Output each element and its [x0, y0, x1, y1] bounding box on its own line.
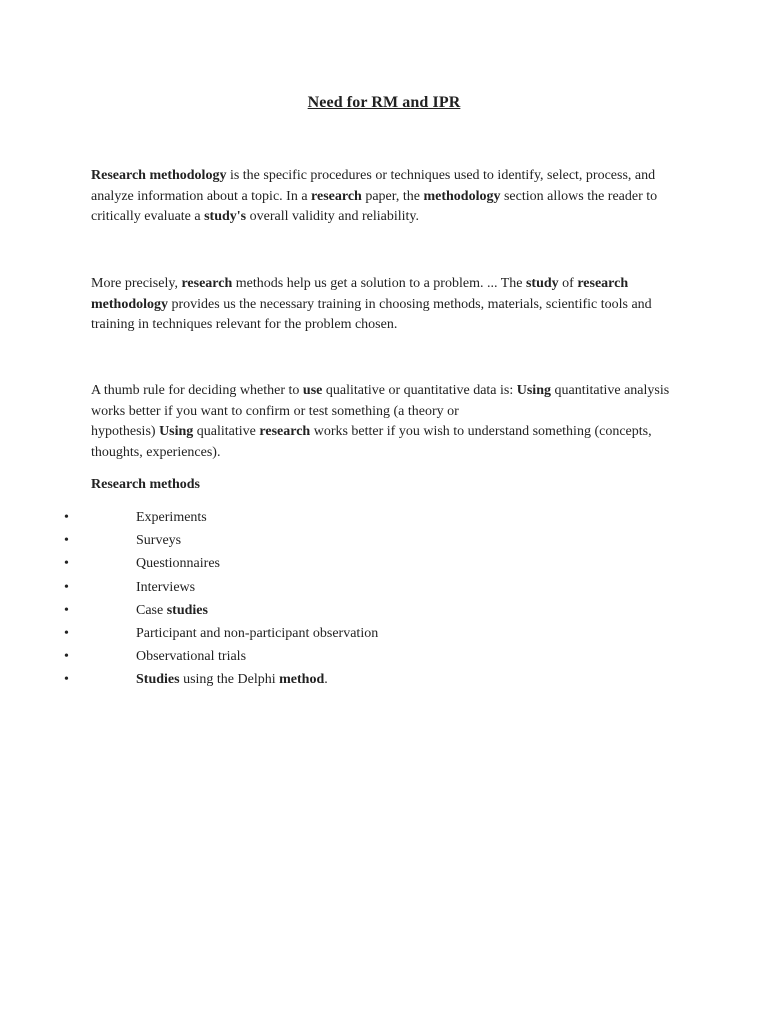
- list-item: [0, 508, 768, 531]
- text: A thumb rule for deciding whether to: [91, 383, 303, 398]
- bold-text: research methodology: [91, 276, 629, 312]
- list-item: [0, 578, 768, 601]
- bold-text: methodology: [423, 188, 501, 204]
- list-item: [0, 647, 768, 670]
- text: is the specific procedures or techniques used to identify, select, process, and analyze information about a topic. In a: [91, 168, 656, 204]
- bold-text: method: [279, 672, 325, 688]
- list-item-text: [136, 670, 328, 690]
- text: provides us the necessary training in choosing methods, materials, scientific tools and training in techniques relevant for the problem chosen.: [91, 296, 652, 332]
- bullet-icon: •: [64, 556, 69, 572]
- text: of: [558, 276, 578, 291]
- list-item: [0, 601, 768, 624]
- page-title: Need for RM and IPR: [307, 94, 461, 111]
- list-item: [0, 670, 768, 693]
- list-item-text: Interviews: [136, 579, 196, 595]
- list-item-text: Experiments: [136, 510, 207, 525]
- bold-text: study's: [204, 209, 247, 224]
- text: overall validity and reliability.: [246, 209, 420, 224]
- list-item: [0, 624, 768, 647]
- bold-text: research: [311, 188, 362, 204]
- bold-text: Research methodology: [91, 168, 227, 183]
- bold-text: research: [181, 276, 233, 291]
- text: section allows the reader to critically evaluate a: [91, 188, 658, 224]
- bold-text: Using: [159, 424, 194, 439]
- bullet-icon: •: [64, 510, 69, 525]
- bold-text: use: [302, 383, 323, 398]
- bullet-icon: •: [64, 649, 69, 665]
- text: qualitative or quantitative data is:: [322, 383, 517, 398]
- bold-text: study: [525, 276, 559, 291]
- text: methods help us get a solution to a problem. ... The: [232, 276, 526, 291]
- list-item-text: Observational trials: [136, 649, 247, 665]
- text: quantitative analysis works better if you want to confirm or test something (a theory or: [91, 383, 670, 419]
- list-item-text: Questionnaires: [136, 556, 220, 572]
- paragraph-thumb-rule: [91, 381, 681, 463]
- section-heading: Research methods: [91, 477, 201, 492]
- list-item: [0, 531, 768, 554]
- bullet-icon: •: [64, 579, 69, 595]
- text: works better if you wish to understand something (concepts, thoughts, experiences).: [91, 424, 652, 460]
- text: qualitative: [193, 424, 260, 439]
- list-item: [0, 554, 768, 577]
- text: Case: [136, 602, 167, 618]
- paragraph-research-methodology: [91, 166, 681, 228]
- bullet-icon: •: [64, 533, 69, 549]
- bold-text: studies: [166, 602, 208, 618]
- bullet-icon: •: [64, 602, 69, 618]
- text: paper, the: [361, 188, 424, 204]
- text: .: [324, 672, 328, 688]
- bold-text: Using: [516, 383, 551, 398]
- bullet-icon: •: [64, 625, 69, 641]
- text: hypothesis): [91, 424, 160, 439]
- text: More precisely,: [91, 276, 182, 291]
- paragraph-research-methods: [91, 274, 681, 336]
- list-item-text: Surveys: [136, 533, 182, 549]
- bullet-icon: •: [64, 672, 69, 688]
- bold-text: research: [259, 424, 311, 439]
- list-item-text: [136, 601, 208, 621]
- text: using the Delphi: [179, 672, 280, 688]
- list-item-text: Participant and non-participant observation: [136, 625, 379, 641]
- methods-list: [0, 508, 768, 694]
- bold-text: Studies: [136, 672, 180, 688]
